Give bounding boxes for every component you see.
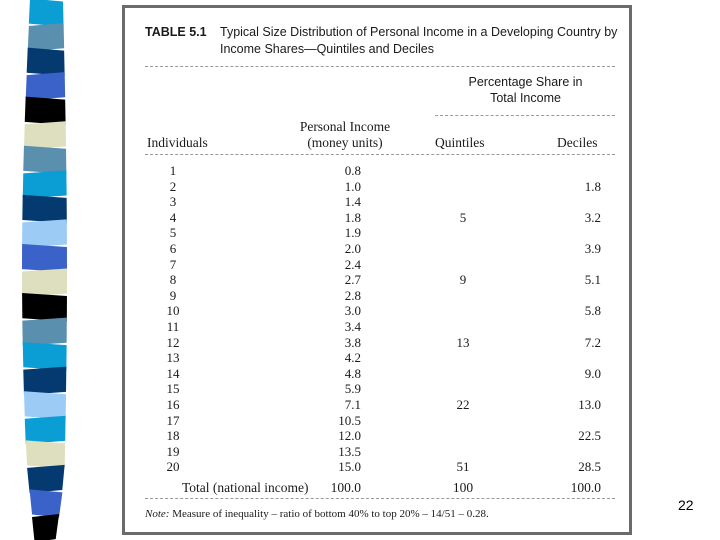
table-row	[125, 241, 629, 257]
income-header-line1: Personal Income	[299, 119, 391, 134]
stripe-segment	[24, 391, 66, 419]
income-cell: 1.0	[344, 178, 361, 194]
quintile-cell: 22	[456, 396, 470, 412]
income-cell: 2.7	[344, 272, 361, 288]
note-prefix: Note:	[145, 508, 170, 520]
table-row	[125, 163, 629, 179]
stripe-segment	[22, 318, 67, 346]
individual-cell: 7	[169, 256, 177, 272]
stripe-segment	[24, 121, 66, 149]
table-row	[125, 350, 629, 366]
table-row	[125, 335, 629, 351]
stripe-segment	[25, 416, 66, 444]
income-cell: 2.4	[344, 256, 361, 272]
income-cell: 1.8	[344, 209, 361, 225]
income-cell: 1.9	[344, 225, 361, 241]
individual-cell: 4	[169, 209, 177, 225]
table-row	[125, 257, 629, 273]
income-cell: 5.9	[344, 381, 361, 397]
group-header-divider	[435, 115, 615, 116]
table-row	[125, 179, 629, 195]
stripe-segment	[30, 489, 63, 517]
decile-cell: 28.5	[578, 459, 601, 475]
table-row	[125, 381, 629, 397]
stripe-segment	[22, 269, 67, 297]
stripe-segment	[25, 97, 66, 125]
individual-cell: 17	[166, 412, 180, 428]
individual-cell: 10	[166, 303, 180, 319]
individual-cell: 9	[169, 287, 177, 303]
decile-cell: 3.9	[584, 240, 601, 256]
stripe-segment	[32, 514, 59, 540]
table-row	[125, 210, 629, 226]
income-cell: 3.8	[344, 334, 361, 350]
income-cell: 12.0	[338, 428, 361, 444]
stripe-segment	[26, 440, 65, 468]
table-row	[125, 413, 629, 429]
decorative-stripe-bar	[0, 0, 120, 540]
individual-cell: 16	[166, 396, 180, 412]
group-header-line2: Total Income	[490, 91, 561, 105]
table-title: Typical Size Distribution of Personal Income in a Developing Country by Income Shares—Quintiles and Deciles	[220, 25, 618, 56]
income-cell: 13.5	[338, 443, 361, 459]
income-cell: 15.0	[338, 459, 361, 475]
total-income: 100.0	[330, 480, 361, 495]
decile-cell: 5.8	[584, 303, 601, 319]
column-header-quintiles: Quintiles	[435, 135, 485, 150]
table-row	[125, 225, 629, 241]
quintile-cell: 9	[459, 272, 467, 288]
income-cell: 1.4	[344, 194, 361, 210]
individual-cell: 20	[166, 459, 180, 475]
page-number: 22	[678, 497, 694, 513]
individual-cell: 13	[166, 350, 180, 366]
stripe-segment	[28, 23, 64, 51]
table-row	[125, 366, 629, 382]
income-cell: 7.1	[344, 396, 361, 412]
individual-cell: 1	[169, 163, 177, 178]
total-quintile: 100	[452, 480, 474, 495]
table-caption	[145, 24, 620, 58]
individual-cell: 18	[166, 428, 180, 444]
individual-cell: 8	[169, 272, 177, 288]
stripe-segment	[27, 465, 65, 493]
table-row	[125, 288, 629, 304]
table-row	[125, 459, 629, 475]
note-text: Measure of inequality – ratio of bottom 40% to top 20% – 14/51 – 0.28.	[169, 508, 489, 520]
income-cell: 4.2	[344, 350, 361, 366]
income-cell: 10.5	[338, 412, 361, 428]
decile-cell: 9.0	[584, 365, 601, 381]
table-frame	[122, 5, 632, 535]
table-note	[145, 508, 489, 520]
stripe-segment	[27, 48, 65, 76]
stripe-segment	[23, 170, 67, 198]
decile-cell: 3.2	[584, 209, 601, 225]
decile-cell: 7.2	[584, 334, 601, 350]
individual-cell: 11	[166, 318, 180, 334]
income-header-line2: (money units)	[307, 135, 383, 150]
stripe-segment	[22, 195, 67, 223]
column-header-deciles: Deciles	[557, 135, 598, 150]
decile-cell: 5.1	[584, 272, 601, 288]
group-header-line1: Percentage Share in	[468, 75, 583, 89]
quintile-cell: 13	[456, 334, 470, 350]
income-cell: 2.8	[344, 287, 361, 303]
stripe-segment	[22, 219, 67, 247]
table-row	[125, 397, 629, 413]
stripe-segment	[23, 342, 67, 370]
decile-cell: 1.8	[584, 178, 601, 194]
percentage-share-header	[438, 74, 613, 106]
table-row	[125, 444, 629, 460]
individual-cell: 12	[166, 334, 180, 350]
table-body	[125, 163, 629, 475]
title-divider	[145, 66, 615, 67]
table-row	[125, 303, 629, 319]
individual-cell: 5	[169, 225, 177, 241]
stripe-segment	[23, 146, 66, 174]
table-row	[125, 319, 629, 335]
quintile-cell: 51	[456, 459, 470, 475]
total-label: Total (national income)	[182, 480, 309, 495]
individual-cell: 6	[169, 240, 177, 256]
income-cell: 2.0	[344, 240, 361, 256]
stripe-segment	[22, 293, 67, 321]
stripe-segment	[22, 244, 67, 272]
table-row	[125, 194, 629, 210]
stripe-graphic	[0, 0, 120, 540]
individual-cell: 15	[166, 381, 180, 397]
income-cell: 3.4	[344, 318, 361, 334]
table-row	[125, 428, 629, 444]
stripe-segment	[23, 367, 66, 395]
table-label: TABLE 5.1	[145, 25, 207, 39]
stripe-segment	[26, 72, 66, 100]
total-decile: 100.0	[570, 480, 601, 495]
header-divider	[145, 154, 615, 155]
total-row	[125, 480, 629, 496]
income-cell: 4.8	[344, 365, 361, 381]
income-cell: 0.8	[344, 163, 361, 178]
column-header-personal-income	[285, 119, 405, 151]
decile-cell: 13.0	[578, 396, 601, 412]
individual-cell: 3	[169, 194, 177, 210]
stripe-segment	[29, 0, 64, 27]
individual-cell: 14	[166, 365, 180, 381]
individual-cell: 19	[166, 443, 180, 459]
column-header-individuals: Individuals	[147, 135, 208, 150]
income-cell: 3.0	[344, 303, 361, 319]
table-row	[125, 272, 629, 288]
quintile-cell: 5	[459, 209, 467, 225]
footer-divider	[145, 498, 615, 499]
individual-cell: 2	[169, 178, 177, 194]
decile-cell: 22.5	[578, 428, 601, 444]
